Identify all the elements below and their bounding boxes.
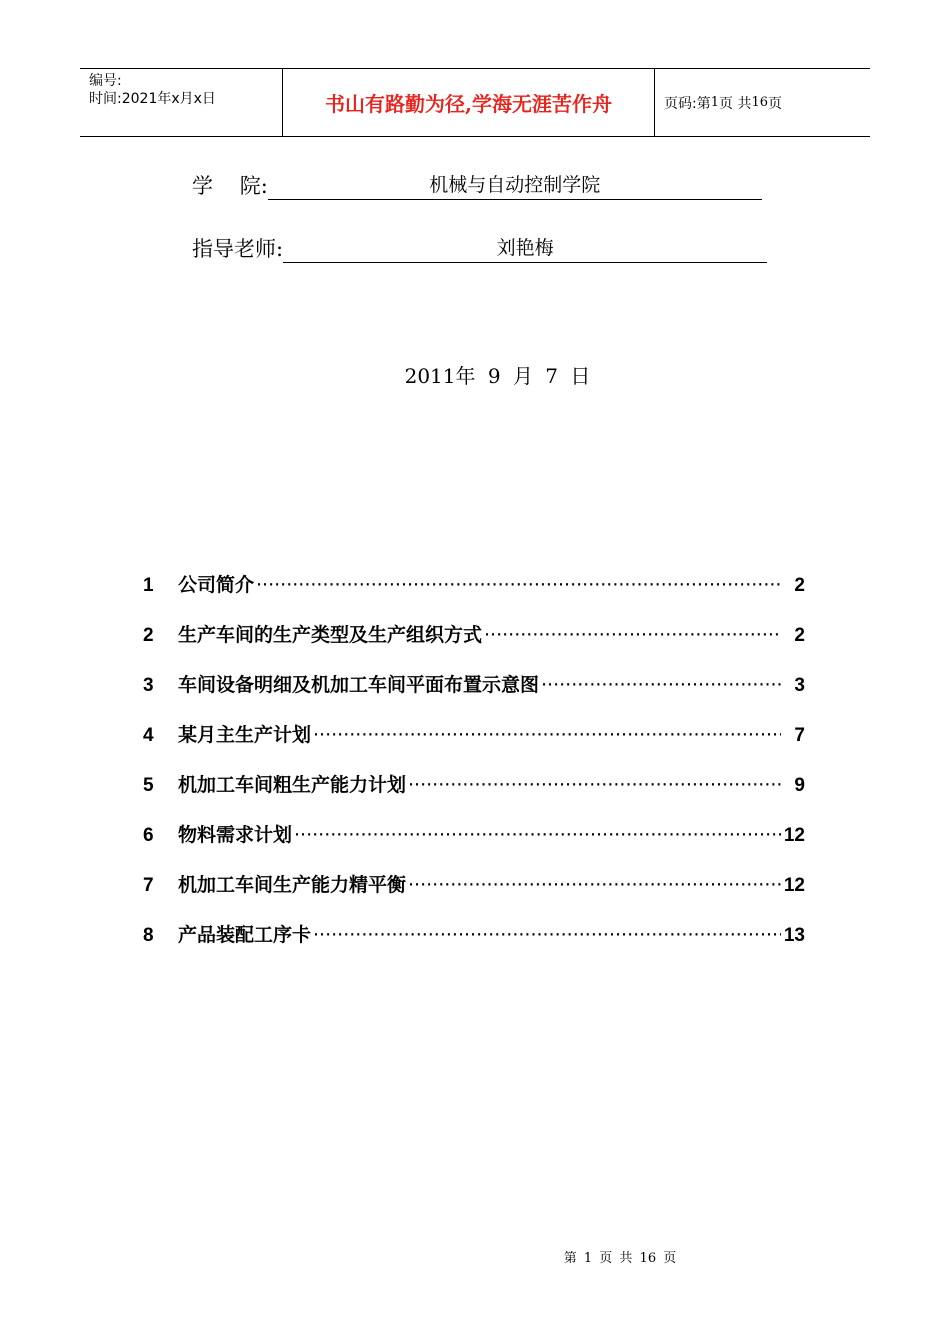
toc-title: 车间设备明细及机加工车间平面布置示意图 (178, 674, 540, 696)
header-page-info (655, 69, 870, 136)
toc-number: 6 (143, 825, 154, 846)
toc-title: 物料需求计划 (178, 824, 293, 846)
document-number-label: 编号: (89, 73, 122, 89)
page-header (80, 68, 870, 137)
toc-number: 5 (143, 775, 154, 796)
toc-page-number: 2 (794, 625, 805, 646)
toc-item[interactable] (143, 770, 805, 820)
toc-number: 3 (143, 675, 154, 696)
toc-item[interactable] (143, 670, 805, 720)
page-prefix: 页码:第 (664, 95, 711, 112)
toc-page-number: 7 (794, 725, 805, 746)
document-date: 2011年 9 月 7 日 (404, 364, 591, 388)
toc-leader-dots (408, 774, 781, 796)
toc-leader-dots (408, 874, 781, 896)
toc-number: 7 (143, 875, 154, 896)
page-current: 1 (710, 95, 719, 110)
teacher-label: 指导老师: (192, 237, 284, 261)
toc-title: 公司简介 (178, 574, 255, 596)
toc-item[interactable] (143, 570, 805, 620)
toc-page-number: 13 (783, 925, 805, 946)
toc-page-number: 12 (783, 825, 805, 846)
toc-page-number: 3 (794, 675, 805, 696)
college-value: 机械与自动控制学院 (268, 171, 762, 200)
table-of-contents (143, 570, 805, 970)
header-motto: 书山有路勤为径,学海无涯苦作舟 (282, 69, 655, 136)
teacher-field (192, 233, 767, 263)
toc-item[interactable] (143, 720, 805, 770)
page-suffix: 页 (768, 95, 782, 112)
toc-number: 8 (143, 925, 154, 946)
toc-title: 产品装配工序卡 (178, 924, 312, 946)
toc-leader-dots (256, 574, 781, 596)
toc-page-number: 2 (794, 575, 805, 596)
page-total: 16 (751, 95, 768, 110)
college-label: 学 院: (192, 174, 268, 198)
toc-item[interactable] (143, 920, 805, 970)
toc-leader-dots (484, 624, 781, 646)
toc-number: 4 (143, 725, 154, 746)
toc-item[interactable] (143, 870, 805, 920)
toc-page-number: 9 (794, 775, 805, 796)
toc-number: 1 (143, 575, 154, 596)
toc-leader-dots (294, 824, 781, 846)
page-mid: 页 共 (719, 95, 752, 112)
toc-leader-dots (313, 924, 781, 946)
toc-page-number: 12 (783, 875, 805, 896)
toc-title: 机加工车间生产能力精平衡 (178, 874, 407, 896)
college-field (192, 170, 762, 200)
document-time-label: 时间:2021年x月x日 (89, 91, 216, 107)
toc-item[interactable] (143, 820, 805, 870)
toc-title: 机加工车间粗生产能力计划 (178, 774, 407, 796)
toc-leader-dots (313, 724, 781, 746)
header-info (80, 69, 282, 136)
toc-number: 2 (143, 625, 154, 646)
teacher-value: 刘艳梅 (283, 234, 767, 263)
toc-title: 生产车间的生产类型及生产组织方式 (178, 624, 483, 646)
toc-item[interactable] (143, 620, 805, 670)
toc-leader-dots (541, 674, 781, 696)
toc-title: 某月主生产计划 (178, 724, 312, 746)
page-footer: 第 1 页 共 16 页 (563, 1251, 677, 1266)
